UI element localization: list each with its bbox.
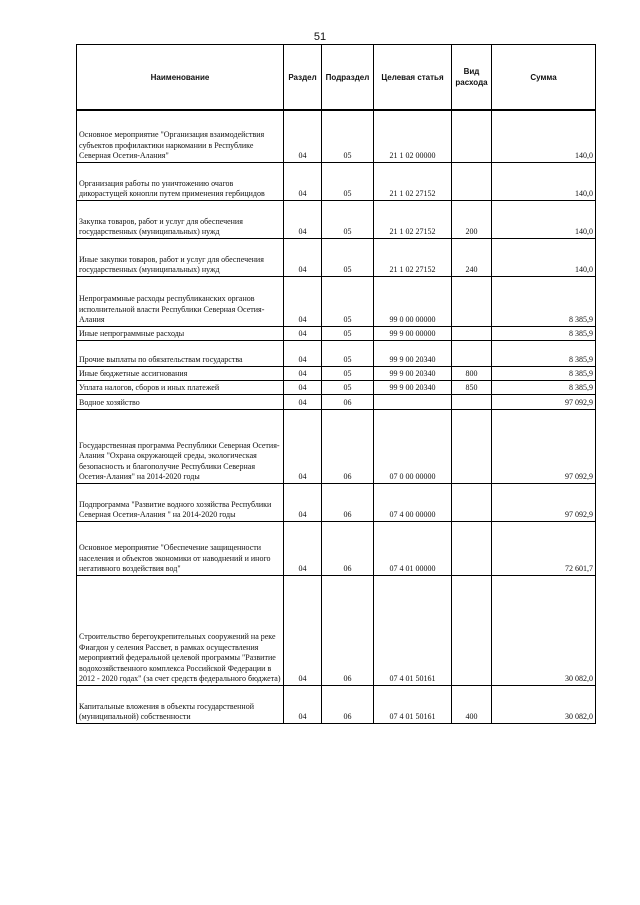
header-summa: Сумма	[492, 45, 596, 111]
row-vid	[452, 110, 492, 162]
row-statya: 07 4 00 00000	[374, 483, 452, 521]
row-name: Иные бюджетные ассигнования	[77, 366, 284, 380]
table-header-row	[77, 45, 596, 111]
row-podrazdel: 05	[322, 238, 374, 276]
row-name: Организация работы по уничтожению очагов дикорастущей конопли путем применения гербицидов	[77, 162, 284, 200]
row-razdel: 04	[284, 340, 322, 366]
table-row	[77, 483, 596, 521]
row-statya: 07 4 01 50161	[374, 685, 452, 723]
row-podrazdel: 05	[322, 276, 374, 326]
header-razdel: Раздел	[284, 45, 322, 111]
row-podrazdel: 06	[322, 394, 374, 409]
row-razdel: 04	[284, 380, 322, 394]
row-statya: 07 4 01 50161	[374, 575, 452, 685]
table-row	[77, 394, 596, 409]
row-summa: 97 092,9	[492, 394, 596, 409]
budget-table	[76, 44, 596, 724]
table-row	[77, 521, 596, 575]
row-vid: 240	[452, 238, 492, 276]
row-name: Иные непрограммные расходы	[77, 326, 284, 340]
table-row	[77, 380, 596, 394]
row-name: Подпрограмма "Развитие водного хозяйства Республики Северная Осетия-Алания " на 2014-2020 годы	[77, 483, 284, 521]
row-vid	[452, 162, 492, 200]
row-statya: 99 9 00 20340	[374, 380, 452, 394]
row-razdel: 04	[284, 685, 322, 723]
row-vid: 850	[452, 380, 492, 394]
row-razdel: 04	[284, 521, 322, 575]
table-row	[77, 685, 596, 723]
row-summa: 97 092,9	[492, 409, 596, 483]
row-statya: 21 1 02 27152	[374, 162, 452, 200]
row-summa: 30 082,0	[492, 685, 596, 723]
row-razdel: 04	[284, 409, 322, 483]
row-podrazdel: 06	[322, 409, 374, 483]
table-row	[77, 276, 596, 326]
row-name: Основное мероприятие "Организация взаимодействия субъектов профилактики наркомании в Республике Северная Осетия-Алания"	[77, 110, 284, 162]
table-row	[77, 162, 596, 200]
row-summa: 140,0	[492, 110, 596, 162]
row-vid	[452, 326, 492, 340]
row-name: Государственная программа Республики Северная Осетия-Алания "Охрана окружающей среды, экологическая безопасность и благополучие Республики Северная Осетия-Алания" на 2014-2020 годы	[77, 409, 284, 483]
table-row	[77, 366, 596, 380]
row-statya: 07 4 01 00000	[374, 521, 452, 575]
row-podrazdel: 06	[322, 521, 374, 575]
table-row	[77, 238, 596, 276]
row-summa: 30 082,0	[492, 575, 596, 685]
table-row	[77, 575, 596, 685]
row-vid: 200	[452, 200, 492, 238]
row-name: Основное мероприятие "Обеспечение защищенности населения и объектов экономики от наводнений и иного негативного воздействия вод"	[77, 521, 284, 575]
row-vid	[452, 483, 492, 521]
row-razdel: 04	[284, 366, 322, 380]
table-row	[77, 326, 596, 340]
table-row	[77, 340, 596, 366]
row-summa: 8 385,9	[492, 340, 596, 366]
header-name: Наименование	[77, 45, 284, 111]
row-name: Водное хозяйство	[77, 394, 284, 409]
row-podrazdel: 05	[322, 340, 374, 366]
row-summa: 8 385,9	[492, 366, 596, 380]
row-razdel: 04	[284, 162, 322, 200]
table-row	[77, 200, 596, 238]
row-vid	[452, 394, 492, 409]
row-vid	[452, 340, 492, 366]
row-podrazdel: 05	[322, 380, 374, 394]
row-summa: 8 385,9	[492, 326, 596, 340]
row-summa: 97 092,9	[492, 483, 596, 521]
row-summa: 8 385,9	[492, 380, 596, 394]
row-name: Уплата налогов, сборов и иных платежей	[77, 380, 284, 394]
row-statya: 99 0 00 00000	[374, 276, 452, 326]
page-number: 51	[313, 31, 327, 43]
table-row	[77, 409, 596, 483]
row-name: Иные закупки товаров, работ и услуг для обеспечения государственных (муниципальных) нужд	[77, 238, 284, 276]
row-podrazdel: 05	[322, 326, 374, 340]
row-podrazdel: 05	[322, 110, 374, 162]
row-summa: 140,0	[492, 200, 596, 238]
row-statya: 21 1 02 27152	[374, 238, 452, 276]
row-podrazdel: 06	[322, 483, 374, 521]
row-name: Прочие выплаты по обязательствам государства	[77, 340, 284, 366]
row-razdel: 04	[284, 200, 322, 238]
row-razdel: 04	[284, 483, 322, 521]
row-podrazdel: 05	[322, 366, 374, 380]
row-statya	[374, 394, 452, 409]
row-razdel: 04	[284, 276, 322, 326]
row-statya: 99 9 00 00000	[374, 326, 452, 340]
row-podrazdel: 05	[322, 200, 374, 238]
header-statya: Целевая статья	[374, 45, 452, 111]
header-podrazdel: Подраздел	[322, 45, 374, 111]
row-vid	[452, 521, 492, 575]
row-razdel: 04	[284, 326, 322, 340]
table-row	[77, 110, 596, 162]
row-summa: 140,0	[492, 238, 596, 276]
row-summa: 72 601,7	[492, 521, 596, 575]
row-razdel: 04	[284, 394, 322, 409]
row-vid: 800	[452, 366, 492, 380]
row-summa: 8 385,9	[492, 276, 596, 326]
row-vid	[452, 575, 492, 685]
row-statya: 99 9 00 20340	[374, 340, 452, 366]
row-vid: 400	[452, 685, 492, 723]
row-statya: 21 1 02 27152	[374, 200, 452, 238]
row-vid	[452, 276, 492, 326]
row-statya: 07 0 00 00000	[374, 409, 452, 483]
row-podrazdel: 06	[322, 575, 374, 685]
row-name: Непрограммные расходы республиканских органов исполнительной власти Республики Северная Осетия-Алания	[77, 276, 284, 326]
row-podrazdel: 06	[322, 685, 374, 723]
row-name: Капитальные вложения в объекты государственной (муниципальной) собственности	[77, 685, 284, 723]
row-razdel: 04	[284, 575, 322, 685]
row-name: Строительство берегоукрепительных сооружений на реке Фиагдон у селения Рассвет, в рамках осуществления мероприятий федеральной целевой программы "Развитие водохозяйственного комплекса Российской Федерации в 2012 - 2020 годах" (за счет средств федерального бюджета)	[77, 575, 284, 685]
row-statya: 99 9 00 20340	[374, 366, 452, 380]
row-podrazdel: 05	[322, 162, 374, 200]
row-name: Закупка товаров, работ и услуг для обеспечения государственных (муниципальных) нужд	[77, 200, 284, 238]
row-statya: 21 1 02 00000	[374, 110, 452, 162]
row-razdel: 04	[284, 110, 322, 162]
row-summa: 140,0	[492, 162, 596, 200]
row-vid	[452, 409, 492, 483]
row-razdel: 04	[284, 238, 322, 276]
header-vid: Вид расхода	[452, 45, 492, 111]
